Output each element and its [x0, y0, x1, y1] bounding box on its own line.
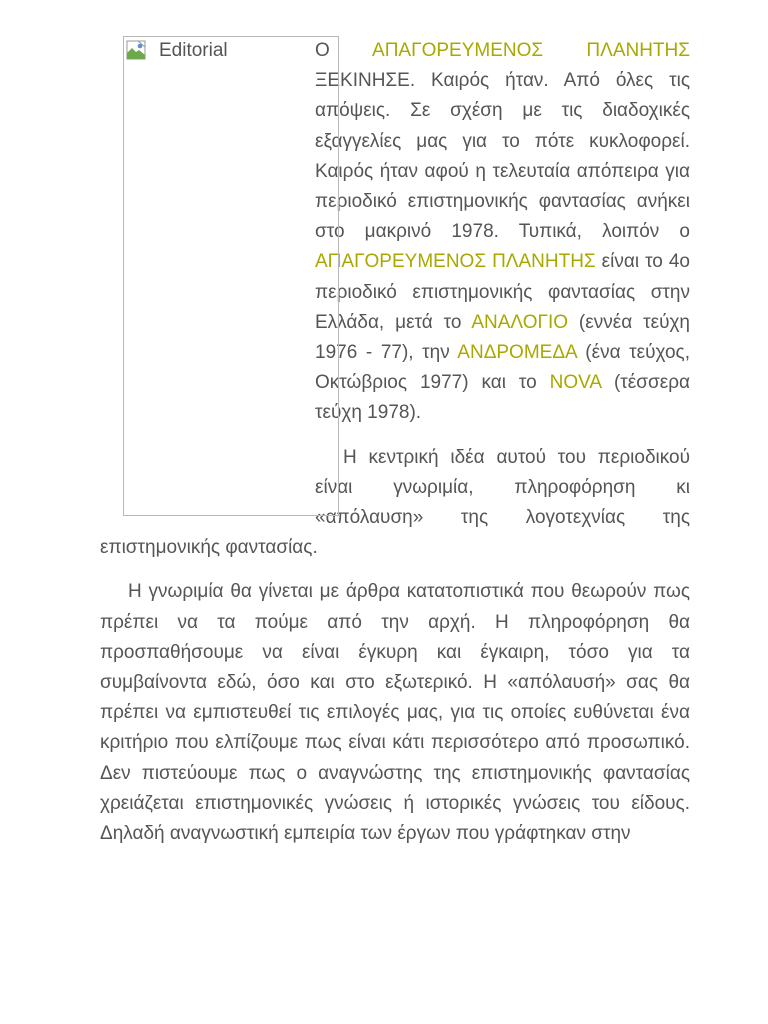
nova-link[interactable]: NOVA: [549, 372, 602, 394]
paragraph-acquaintance: Η γνωριμία θα γίνεται με άρθρα κατατοπιστικά που θεωρούν πως πρέπει να τα πούμε από την αρχή. Η πληροφόρηση θα προσπαθήσουμε να είναι έγκυρη και έγκαιρη, τόσο για τα συμβαίνοντα εδώ, όσο και στο εξωτερικό. Η «απόλαυσή» σας θα πρέπει να εμπιστευθεί τις επιλογές μας, για τις οποίες ευθύνεται ένα κριτήριο που ελπίζουμε πως είναι κάτι περισσότερο από προσωπικό. Δεν πιστεύουμε πως ο αναγνώστης της επιστημονικής φαντασίας χρειάζεται επιστημονικές γνώσεις ή ιστορικές γνώσεις του είδους. Δηλαδή αναγνωστική εμπειρία των έργων που γράφτηκαν στην: [100, 581, 690, 845]
broken-image-icon: [126, 40, 146, 60]
article-body: [100, 36, 690, 863]
image-alt-text: Editorial: [159, 40, 228, 61]
analogio-link[interactable]: ΑΝΑΛΟΓΙΟ: [471, 311, 569, 333]
magazine-title-link[interactable]: ΑΠΑΓΟΡΕΥΜΕΝΟΣ ΠΛΑΝΗΤΗΣ: [372, 40, 690, 61]
intro-text-6: (τέσσερα τεύχη 1978).: [315, 372, 690, 424]
intro-text-3: είναι το 4ο περιοδικό επιστημονικής φαντασίας στην Ελλάδα, μετά το: [315, 251, 690, 333]
intro-text-4: (εννέα τεύχη 1976 - 77), την: [315, 311, 690, 364]
intro-text-1: Ο: [315, 40, 373, 61]
paragraph-central-idea: Η κεντρική ιδέα αυτού του περιοδικού είναι γνωριμία, πληροφόρηση κι «απόλαυση» της λογοτεχνίας της επιστημονικής φαντασίας.: [100, 446, 690, 559]
intro-text-2: ΞΕΚΙΝΗΣΕ. Καιρός ήταν. Από όλες τις απόψεις. Σε σχέση με τις διαδοχικές εξαγγελίες μας για το πότε κυκλοφορεί. Καιρός ήταν αφού η τελευταία απόπειρα για περιοδικό επιστημονικής φαντασίας ανήκει στο μακρινό 1978. Τυπικά, λοιπόν ο: [315, 70, 690, 243]
editorial-image-placeholder: [123, 36, 339, 516]
andromeda-link[interactable]: ΑΝΔΡΟΜΕΔΑ: [457, 342, 577, 364]
magazine-title-link-2[interactable]: ΑΠΑΓΟΡΕΥΜΕΝΟΣ ΠΛΑΝΗΤΗΣ: [315, 251, 596, 273]
intro-text-5: (ένα τεύχος, Οκτώβριος 1977) και το: [315, 342, 690, 394]
